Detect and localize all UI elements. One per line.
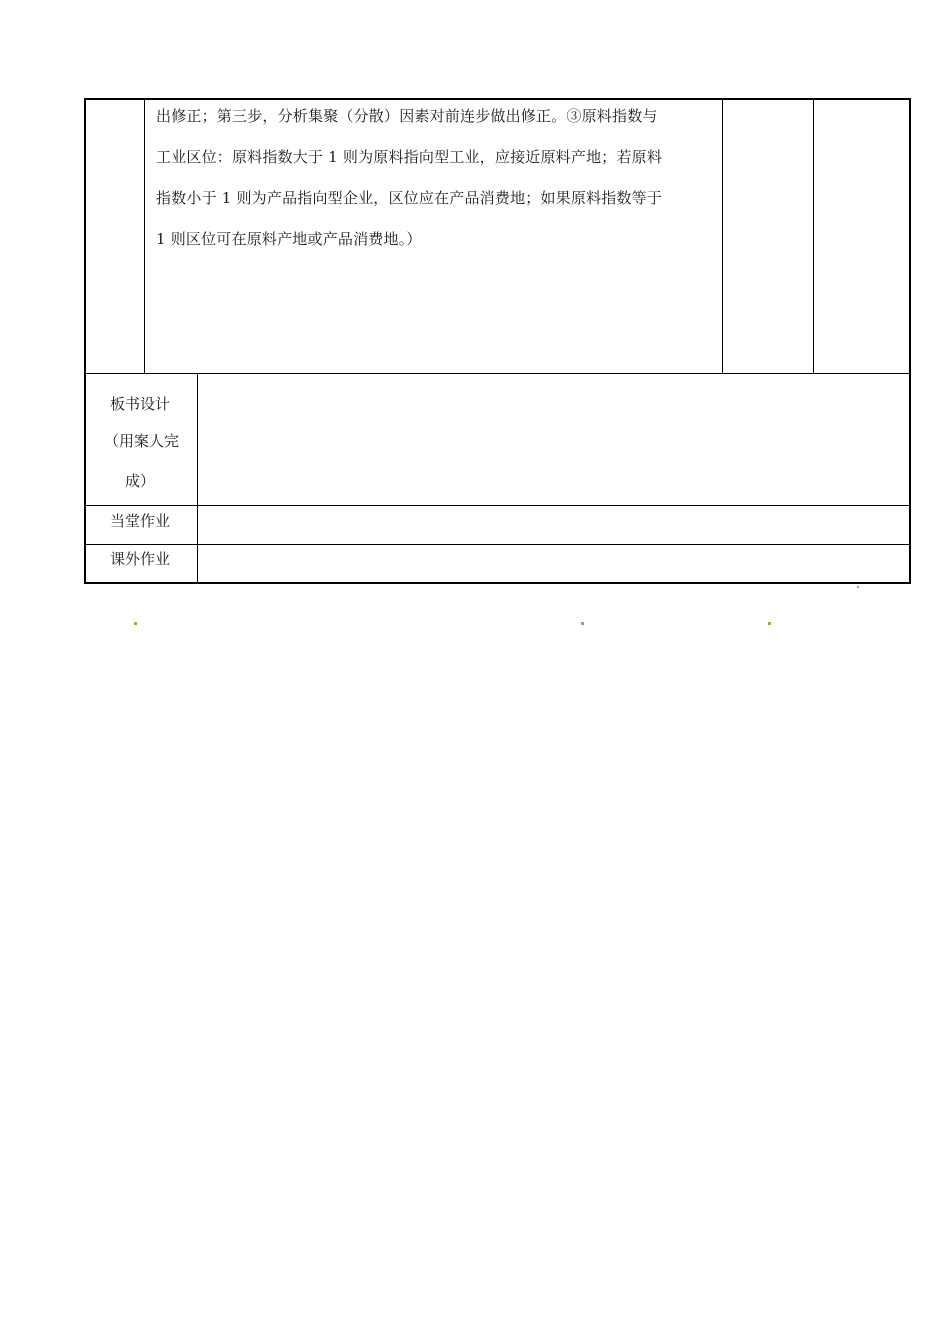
class-homework-label: 当堂作业 [110,512,171,530]
row-divider-2 [84,505,911,506]
decorative-dot [857,586,859,588]
content-line: 指数小于 1 则为产品指向型企业，区位应在产品消费地；如果原料指数等于 [156,189,663,207]
upper-divider-3 [813,98,814,374]
board-design-label-line3: 成） [125,472,156,490]
content-line: 工业区位：原料指数大于 1 则为原料指向型工业，应接近原料产地；若原料 [156,148,663,166]
content-line: 1 则区位可在原料产地或产品消费地。） [156,230,422,248]
upper-divider-2 [722,98,723,374]
row-divider-3 [84,544,911,545]
decorative-dot [768,622,771,625]
board-design-label-line1: 板书设计 [110,395,171,413]
table-left-border [84,98,86,584]
label-column-divider [197,373,198,584]
board-design-label-line2: （用案人完 [104,432,180,450]
table-bottom-border [84,582,911,584]
content-line: 出修正；第三步，分析集聚（分散）因素对前连步做出修正。③原料指数与 [156,107,658,125]
after-class-homework-label: 课外作业 [110,550,171,568]
decorative-dot [134,622,137,625]
after-class-homework-cell [199,546,907,581]
class-homework-cell [199,507,907,543]
upper-divider-1 [144,98,145,374]
main-content-text [156,96,716,260]
table-right-border [909,98,911,584]
board-design-cell [199,375,907,504]
decorative-dot [581,622,584,625]
row-divider-1 [84,373,911,374]
